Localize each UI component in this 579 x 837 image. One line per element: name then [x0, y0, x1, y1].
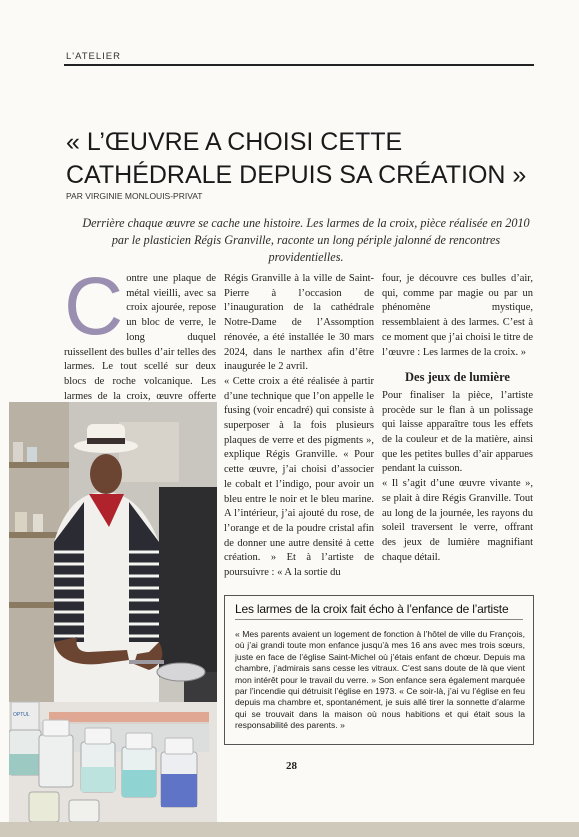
column-1	[64, 261, 216, 419]
sidebar-text: « Mes parents avaient un logement de fonction à l’hôtel de ville du François, où j’ai grandi toute mon enfance jusqu’à mes 16 ans avec mes trois sœurs, juste en face de l’église Saint-Michel où j’étais enfant de chœur. Depuis ma chambre, j’admirais sans cesse les vitraux. C’est sans doute de là que vient mon intérêt pour le travail du verre. » Son enfance sera également marquée par l’incendie qui détruisit l’église en 1973. « Ce soir-là, j’ai vu l’église en feu depuis ma chambre et, spontanément, je suis allé tirer la sonnette d’alarme qui se trouvait dans la maison où nous habitions et qui était sous la responsabilité des parents. »	[235, 629, 525, 731]
drop-cap: C	[64, 261, 124, 352]
column-3	[382, 272, 533, 565]
column-3-paragraph: four, je découvre ces bulles d’air, qui, comme par magie ou par un phénomène mystique, ressemblaient à des larmes. C’est à ce moment que j’ai choisi le titre de l’œuvre : Les larmes de la croix. »	[382, 273, 533, 358]
article-byline: PAR VIRGINIE MONLOUIS-PRIVAT	[66, 191, 203, 201]
column-2	[224, 272, 374, 581]
page-edge	[0, 822, 579, 837]
column-1-text: ontre une plaque de métal vieilli, avec sa croix ajourée, repose un bloc de verre, le long duquel ruissellent des bulles d’air telles des larmes. Le tout scellé sur deux blocs de roche volcanique. Les larmes de la croix, œuvre offerte	[64, 273, 216, 402]
header-rule	[64, 64, 534, 66]
column-3-paragraph: Pour finaliser la pièce, l’artiste procède sur le flan à un polissage qui laisse apparaître tous les effets de la couleur et de la matière, ainsi que les petites bulles d’air apparues pendant la cuisson.	[382, 389, 533, 475]
sidebar-title: Les larmes de la croix fait écho à l’enfance de l’artiste	[235, 602, 509, 616]
article-title: « L’ŒUVRE A CHOISI CETTE CATHÉDRALE DEPUIS SA CRÉATION »	[66, 128, 527, 189]
section-rubric: L'ATELIER	[66, 51, 121, 62]
sidebar-box	[224, 595, 534, 745]
column-2-paragraph: Régis Granville à la ville de Saint-Pierre à l’occasion de l’inauguration de la cathédrale Notre-Dame de l’Assomption rénovée, a été installée le 30 mars 2024, dans le narthex afin d’être inaugurée le 2 avril.	[224, 273, 374, 373]
jar-label: OPTUL	[13, 712, 30, 718]
column-2-paragraph: « Cette croix a été réalisée à partir d’une technique que l’on appelle le fusing (voir encadré) qui consiste à superposer à la fois plusieurs plaques de verre et des pigments », explique Régis Granville. « Pour cette œuvre, j’ai choisi d’associer le cobalt et l’indigo, pour avoir un bleu entre le noir et le bleu marine. A l’intérieur, j’ai ajouté du rose, de l’orange et de la poudre cristal afin de donner une autre densité à cette création. » Et à l’artiste de poursuivre : « A la sortie du	[224, 375, 374, 579]
page-number: 28	[286, 760, 297, 772]
artist-photo	[9, 402, 217, 822]
article-lead: Derrière chaque œuvre se cache une histoire. Les larmes de la croix, pièce réalisée en 2010 par le plasticien Régis Granville, raconte un long périple jalonné de rencontres providentielles.	[82, 216, 530, 264]
sidebar-divider	[235, 619, 523, 620]
column-3-paragraph: « Il s’agit d’une œuvre vivante », se plait à dire Régis Granville. Tout au long de la journée, les rayons du soleil traversent le verre, offrant des jeux de lumière magnifiant chaque détail.	[382, 478, 533, 563]
section-subhead: Des jeux de lumière	[405, 370, 510, 385]
